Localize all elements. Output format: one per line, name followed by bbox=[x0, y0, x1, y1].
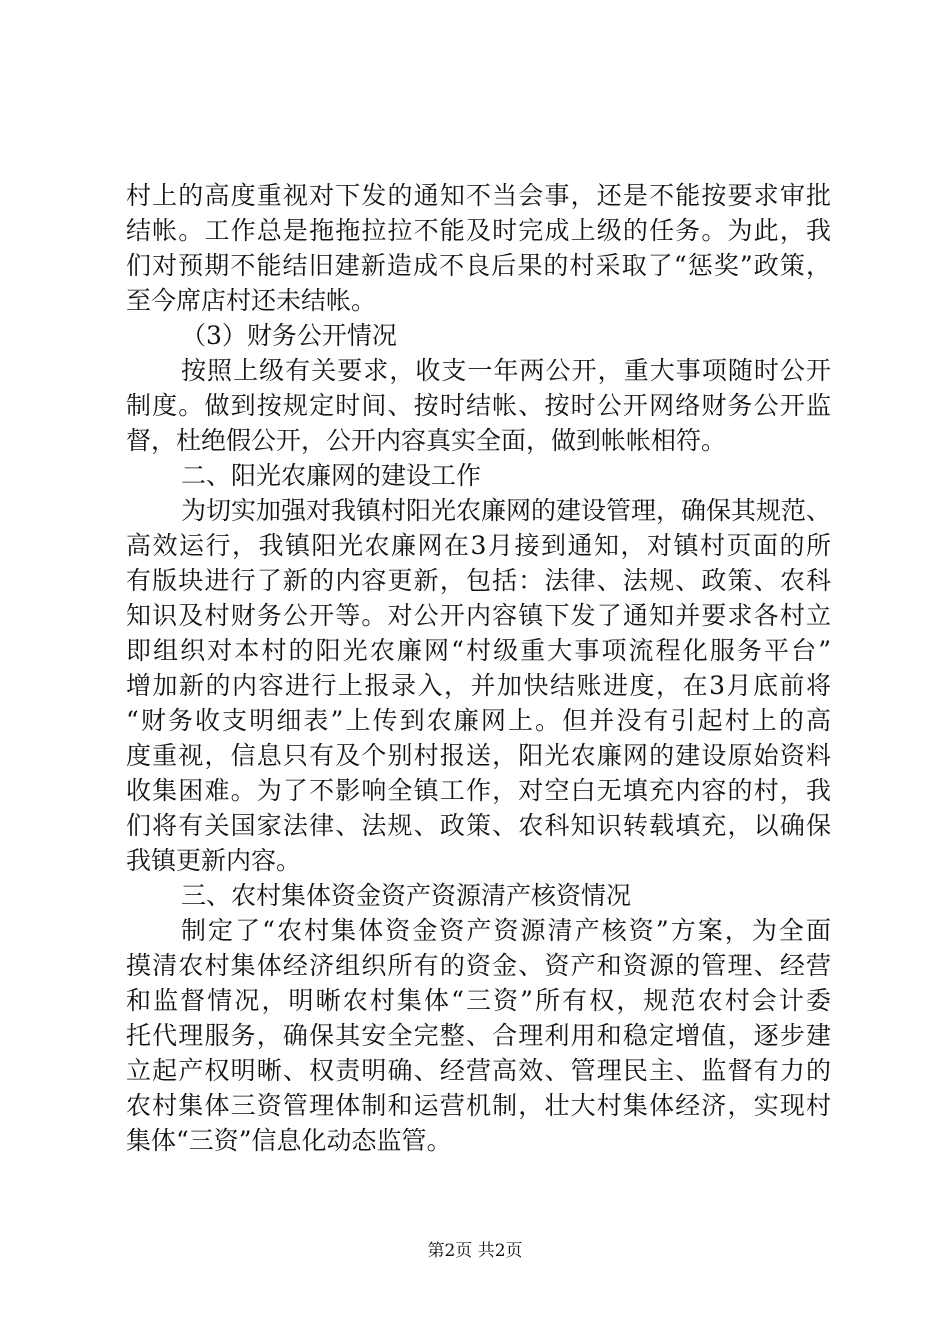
paragraph-line: 立起产权明晰、权责明确、经营高效、管理民主、监督有力的 bbox=[126, 1056, 831, 1085]
paragraph-line: 至今席店村还未结帐。 bbox=[126, 286, 377, 315]
paragraph-line: 们将有关国家法律、法规、政策、农科知识转载填充，以确保 bbox=[126, 811, 831, 840]
paragraph-line: 收集困难。为了不影响全镇工作，对空白无填充内容的村，我 bbox=[126, 776, 831, 805]
paragraph-line: 高效运行，我镇阳光农廉网在3月接到通知，对镇村页面的所 bbox=[126, 531, 831, 560]
paragraph-line: 知识及村财务公开等。对公开内容镇下发了通知并要求各村立 bbox=[126, 601, 831, 630]
section-subheading: （3）财务公开情况 bbox=[181, 321, 397, 350]
paragraph-line: 度重视，信息只有及个别村报送，阳光农廉网的建设原始资料 bbox=[126, 741, 831, 770]
paragraph-line: 我镇更新内容。 bbox=[126, 846, 302, 875]
paragraph-line: 即组织对本村的阳光农廉网“村级重大事项流程化服务平台” bbox=[126, 636, 831, 665]
paragraph-line: 农村集体三资管理体制和运营机制，壮大村集体经济，实现村 bbox=[126, 1091, 831, 1120]
page-number-label: 第2页 共2页 bbox=[427, 1241, 523, 1261]
paragraph-line: 为切实加强对我镇村阳光农廉网的建设管理，确保其规范、 bbox=[181, 496, 832, 525]
paragraph-line: 督，杜绝假公开，公开内容真实全面，做到帐帐相符。 bbox=[126, 426, 727, 455]
section-heading: 二、阳光农廉网的建设工作 bbox=[181, 461, 482, 490]
document-body bbox=[126, 178, 831, 1158]
paragraph-line: 摸清农村集体经济组织所有的资金、资产和资源的管理、经营 bbox=[126, 951, 831, 980]
paragraph-line: 和监督情况，明晰农村集体“三资”所有权，规范农村会计委 bbox=[126, 986, 831, 1015]
section-heading: 三、农村集体资金资产资源清产核资情况 bbox=[181, 881, 632, 910]
paragraph-line: 结帐。工作总是拖拖拉拉不能及时完成上级的任务。为此，我 bbox=[126, 216, 831, 245]
paragraph-line: 集体“三资”信息化动态监管。 bbox=[126, 1126, 452, 1155]
paragraph-line: 制度。做到按规定时间、按时结帐、按时公开网络财务公开监 bbox=[126, 391, 831, 420]
paragraph-line: 们对预期不能结旧建新造成不良后果的村采取了“惩奖”政策， bbox=[126, 251, 831, 280]
page-footer bbox=[0, 1240, 950, 1262]
paragraph-line: 增加新的内容进行上报录入，并加快结账进度，在3月底前将 bbox=[126, 671, 831, 700]
paragraph-line: 村上的高度重视对下发的通知不当会事，还是不能按要求审批 bbox=[126, 181, 831, 210]
paragraph-line: 按照上级有关要求，收支一年两公开，重大事项随时公开 bbox=[181, 356, 831, 385]
paragraph-line: 制定了“农村集体资金资产资源清产核资”方案，为全面 bbox=[181, 916, 831, 945]
paragraph-line: 有版块进行了新的内容更新，包括：法律、法规、政策、农科 bbox=[126, 566, 831, 595]
paragraph-line: 托代理服务，确保其安全完整、合理利用和稳定增值，逐步建 bbox=[126, 1021, 831, 1050]
paragraph-line: “财务收支明细表”上传到农廉网上。但并没有引起村上的高 bbox=[126, 706, 831, 735]
